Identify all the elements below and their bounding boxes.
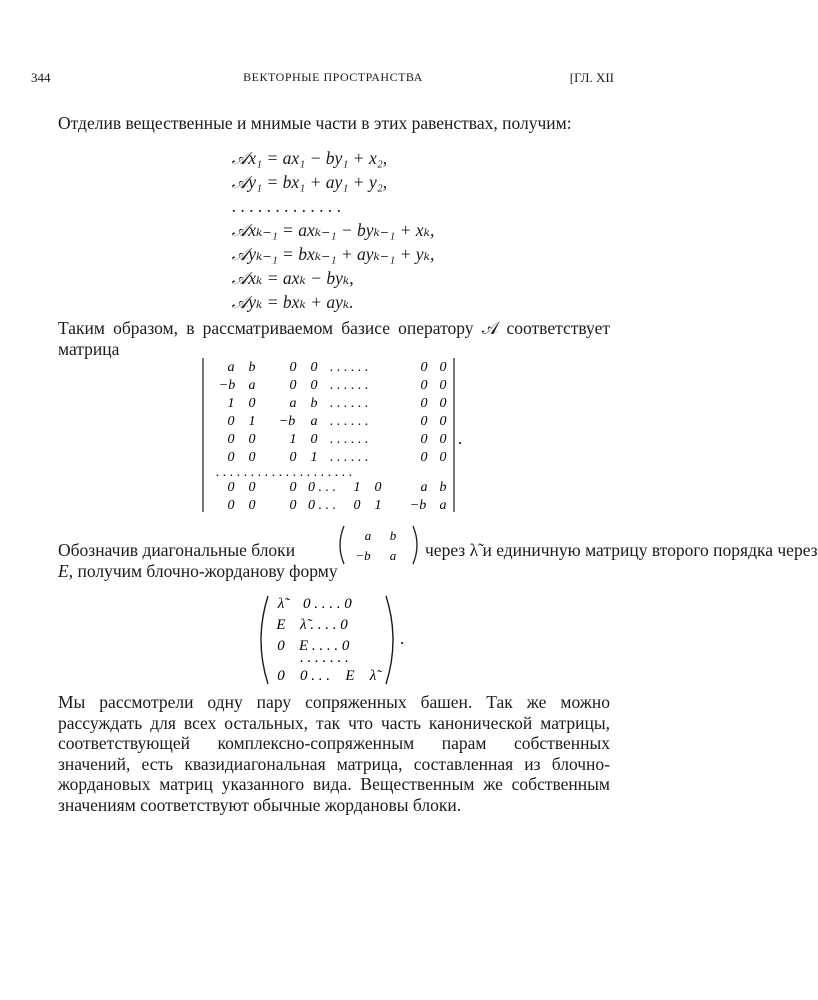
m1-cell: a bbox=[439, 498, 447, 513]
m1-cell: −b bbox=[278, 414, 296, 429]
m1-cell: 0 bbox=[420, 432, 428, 447]
m1-cell: . . . . . . bbox=[330, 432, 369, 447]
m1-cell: a bbox=[289, 396, 297, 411]
block-cell: a bbox=[389, 548, 397, 563]
equation-line: 𝒜xₖ₋₁ = axₖ₋₁ − byₖ₋₁ + xₖ, bbox=[231, 220, 435, 240]
m1-cell: 0 bbox=[248, 498, 256, 513]
m1-cell: 0 bbox=[248, 450, 256, 465]
matrix-1 bbox=[0, 352, 666, 518]
m1-cell: −b bbox=[409, 498, 427, 513]
m1-cell: . . . . . . bbox=[330, 414, 369, 429]
paragraph-4: Мы рассмотрели одну пару сопряженных башен. Так же можно рассуждать для всех остальных, так что часть канонической матрицы, соответствующей комплексно-сопряженным парам собственных значений, есть квазидиагональная матрица, составленная из блочно-жордановых матриц указанного вида. Вещественным же собственным значениям соответствуют обычные жордановы блоки. bbox=[58, 692, 610, 815]
m1-cell: 0 bbox=[439, 414, 447, 429]
chapter-label: [ГЛ. XII bbox=[569, 70, 614, 85]
matrix-2-period: . bbox=[400, 629, 405, 648]
p3-E: E bbox=[58, 561, 69, 581]
matrix-2 bbox=[0, 592, 666, 692]
block-cell: b bbox=[389, 528, 397, 543]
paragraph-1: Отделив вещественные и мнимые части в этих равенствах, получим: bbox=[58, 113, 572, 133]
m2-cell: E . . . . 0 bbox=[299, 638, 350, 654]
m1-cell: 0 bbox=[374, 480, 382, 495]
m2-cell: λ̃ bbox=[369, 668, 377, 684]
block-right-paren bbox=[413, 526, 417, 564]
m1-cell: 0 bbox=[420, 360, 428, 375]
m1-cell: 0 bbox=[420, 378, 428, 393]
m1-cell: . . . . . . bbox=[330, 360, 369, 375]
m2-cell: λ̃ bbox=[277, 596, 285, 612]
m2-cell: λ̃ . . . . 0 bbox=[300, 617, 348, 633]
m1-cell: 1 bbox=[374, 498, 382, 513]
m2-cell: 0 bbox=[277, 668, 285, 684]
matrix-2-right-paren bbox=[386, 596, 393, 684]
m1-cell: 0 bbox=[439, 396, 447, 411]
m1-cell: 0 bbox=[439, 450, 447, 465]
m1-cell: 0 bbox=[227, 498, 235, 513]
m1-cell: a bbox=[420, 480, 428, 495]
p3-before: Обозначив диагональные блоки bbox=[58, 540, 296, 560]
m1-cell: 0 . . . bbox=[308, 498, 336, 513]
m1-cell: 0 bbox=[289, 498, 297, 513]
p3-mid: через λ̃ и единичную матрицу второго порядка через bbox=[425, 540, 818, 560]
m1-cell: 1 bbox=[289, 432, 297, 447]
running-title: ВЕКТОРНЫЕ ПРОСТРАНСТВА bbox=[243, 70, 423, 84]
m1-cell: 0 bbox=[248, 480, 256, 495]
m1-cell: 0 bbox=[227, 480, 235, 495]
p3-after: , получим блочно-жорданову форму bbox=[68, 561, 338, 581]
m1-dots-row: . . . . . . . . . . . . . . . . . . . . bbox=[216, 465, 353, 480]
m1-cell: 0 bbox=[310, 432, 318, 447]
equation-dots: . . . . . . . . . . . . . bbox=[231, 196, 342, 216]
block-cell: a bbox=[364, 528, 372, 543]
m1-cell: −b bbox=[218, 378, 236, 393]
m2-cell: 0 . . . . 0 bbox=[303, 596, 352, 612]
page-number: 344 bbox=[31, 70, 51, 85]
m1-cell: 0 bbox=[353, 498, 361, 513]
m1-cell: a bbox=[310, 414, 318, 429]
equation-line: 𝒜yₖ₋₁ = bxₖ₋₁ + ayₖ₋₁ + yₖ, bbox=[231, 244, 435, 264]
m1-cell: 0 bbox=[420, 450, 428, 465]
m1-cell: 0 bbox=[310, 360, 318, 375]
matrix-1-period: . bbox=[458, 429, 463, 448]
m1-cell: 0 bbox=[227, 414, 235, 429]
m1-cell: 0 bbox=[289, 480, 297, 495]
m1-cell: . . . . . . bbox=[330, 450, 369, 465]
block-cell: −b bbox=[355, 548, 371, 563]
m1-cell: 0 . . . bbox=[308, 480, 336, 495]
equation-line: 𝒜y₁ = bx₁ + ay₁ + y₂, bbox=[231, 172, 388, 192]
m1-cell: 0 bbox=[289, 360, 297, 375]
m1-cell: 0 bbox=[248, 396, 256, 411]
m2-cell: 0 . . . bbox=[300, 668, 330, 684]
m2-dots-row: . . . . . . . bbox=[300, 650, 349, 666]
equation-line: 𝒜yₖ = bxₖ + ayₖ. bbox=[231, 292, 354, 312]
m1-cell: 1 bbox=[310, 450, 318, 465]
m1-cell: a bbox=[248, 378, 256, 393]
m1-cell: 0 bbox=[248, 432, 256, 447]
m1-cell: 0 bbox=[227, 450, 235, 465]
matrix-2-left-paren bbox=[261, 596, 268, 684]
m1-cell: 0 bbox=[310, 378, 318, 393]
paragraph-2: Таким образом, в рассматриваемом базисе оператору 𝒜 соответствует матрица bbox=[58, 318, 610, 359]
m1-cell: 1 bbox=[248, 414, 256, 429]
m2-cell: E bbox=[345, 668, 355, 684]
m1-cell: 0 bbox=[289, 378, 297, 393]
m2-cell: 0 bbox=[277, 638, 285, 654]
m1-cell: b bbox=[310, 396, 318, 411]
block-left-paren bbox=[340, 526, 344, 564]
equation-line: 𝒜xₖ = axₖ − byₖ, bbox=[231, 268, 354, 288]
m1-cell: 0 bbox=[289, 450, 297, 465]
m1-cell: 0 bbox=[439, 432, 447, 447]
m1-cell: 0 bbox=[420, 414, 428, 429]
m1-cell: a bbox=[227, 360, 235, 375]
m2-cell: E bbox=[276, 617, 286, 633]
equation-line: 𝒜x₁ = ax₁ − by₁ + x₂, bbox=[231, 148, 388, 168]
m1-cell: 0 bbox=[439, 360, 447, 375]
m1-cell: 1 bbox=[227, 396, 235, 411]
m1-cell: b bbox=[248, 360, 256, 375]
m1-cell: 1 bbox=[353, 480, 361, 495]
m1-cell: . . . . . . bbox=[330, 378, 369, 393]
equation-block bbox=[0, 148, 666, 316]
p3-tail bbox=[58, 561, 338, 581]
m1-cell: b bbox=[439, 480, 447, 495]
m1-cell: 0 bbox=[439, 378, 447, 393]
m1-cell: 0 bbox=[420, 396, 428, 411]
m1-cell: . . . . . . bbox=[330, 396, 369, 411]
m1-cell: 0 bbox=[227, 432, 235, 447]
